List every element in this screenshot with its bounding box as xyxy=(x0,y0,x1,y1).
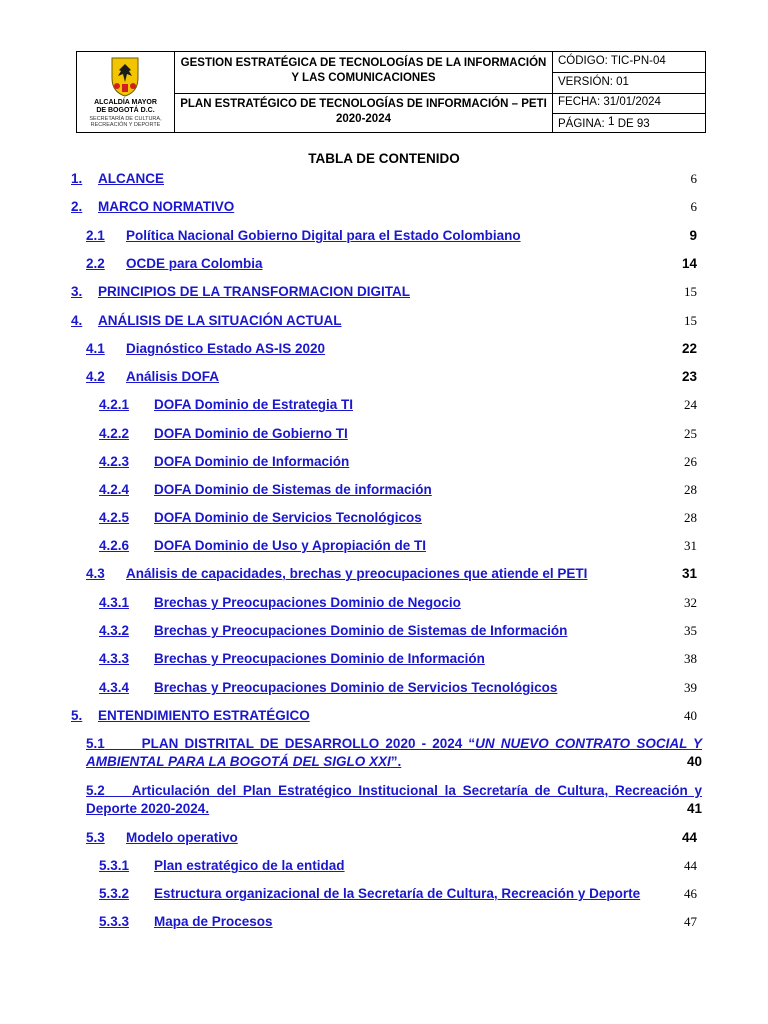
toc-entry-page: 14 xyxy=(681,256,697,271)
toc-entry-num[interactable]: 5.3.2 xyxy=(99,886,130,901)
toc-title: TABLA DE CONTENIDO xyxy=(308,151,460,166)
toc-entry-page: 39 xyxy=(684,680,697,695)
toc-entry-5-1-italic2[interactable]: AMBIENTAL PARA LA BOGOTÁ DEL SIGLO XXI xyxy=(86,754,391,769)
toc-entry-link[interactable]: Estructura organizacional de la Secretaría de Cultura, Recreación y Deporte xyxy=(154,886,641,901)
toc-entry-5-1[interactable] xyxy=(86,735,702,771)
pagina xyxy=(553,116,650,130)
toc-entry-page: 26 xyxy=(684,454,697,469)
toc-entry-link[interactable]: DOFA Dominio de Gobierno TI xyxy=(154,426,348,441)
toc-entry-num[interactable]: 4.2.3 xyxy=(99,454,130,469)
toc-entry-page: 31 xyxy=(681,566,697,581)
toc-entry-5-2-num[interactable]: 5.2 xyxy=(86,783,105,798)
toc-entry-num[interactable]: 4.3.4 xyxy=(99,680,130,695)
org-line1: ALCALDÍA MAYOR xyxy=(94,99,157,106)
toc-entry-num[interactable]: 3. xyxy=(71,284,83,299)
toc-entry-5-1-line2[interactable] xyxy=(86,754,401,769)
logo-cell xyxy=(77,52,174,132)
header-subtitle-line1: PLAN ESTRATÉGICO DE TECNOLOGÍAS DE INFORMACIÓN – PETI xyxy=(180,98,547,110)
toc-entry-num[interactable]: 4.2.4 xyxy=(99,482,130,497)
toc-entry-num[interactable]: 4.3.2 xyxy=(99,623,130,638)
toc-entry-link[interactable]: Brechas y Preocupaciones Dominio de Negocio xyxy=(154,595,461,610)
toc-entry-5-2-page: 41 xyxy=(686,801,702,816)
toc-entry-num[interactable]: 4.3.1 xyxy=(99,595,130,610)
toc-entry-link[interactable]: Política Nacional Gobierno Digital para el Estado Colombiano xyxy=(126,228,521,243)
toc-entry-link[interactable]: DOFA Dominio de Uso y Apropiación de TI xyxy=(154,538,427,553)
toc-entry-5-2-text[interactable]: Articulación del Plan Estratégico Institucional la Secretaría de Cultura, Recreación y xyxy=(131,783,702,798)
toc-entry-num[interactable]: 5.3.1 xyxy=(99,858,130,873)
toc-entry-page: 6 xyxy=(690,171,697,186)
toc-entry-link[interactable]: Análisis DOFA xyxy=(126,369,220,384)
toc-entry-page: 32 xyxy=(684,595,697,610)
toc-entry-link[interactable]: DOFA Dominio de Servicios Tecnológicos xyxy=(154,510,422,525)
toc-entry-link[interactable]: DOFA Dominio de Estrategia TI xyxy=(154,397,354,412)
toc-entry-page: 25 xyxy=(684,426,697,441)
toc-entry-num[interactable]: 1. xyxy=(71,171,83,186)
pagina-suffix: DE 93 xyxy=(614,118,650,130)
toc-entry-page: 31 xyxy=(684,538,697,553)
toc-entry-5-1-num[interactable]: 5.1 xyxy=(86,736,105,751)
org-name xyxy=(77,99,174,115)
toc-entry-link[interactable]: ALCANCE xyxy=(98,171,164,186)
document-header xyxy=(76,51,706,133)
toc-entry-link[interactable]: DOFA Dominio de Información xyxy=(154,454,350,469)
toc-entry-5-2-line1[interactable] xyxy=(86,782,702,800)
toc-entry-page: 38 xyxy=(684,651,697,666)
version: VERSIÓN: 01 xyxy=(558,76,629,88)
toc-entry-link[interactable]: MARCO NORMATIVO xyxy=(98,199,235,214)
toc-entry-5-1-end[interactable]: ”. xyxy=(390,754,402,769)
toc-entry-page: 40 xyxy=(684,708,697,723)
toc-entry-num[interactable]: 4.2.5 xyxy=(99,510,130,525)
pagina-num: 1 xyxy=(607,114,615,128)
toc-entry-5-1-text[interactable]: PLAN DISTRITAL DE DESARROLLO 2020 - 2024 “ xyxy=(141,736,476,751)
toc-entry-link[interactable]: Brechas y Preocupaciones Dominio de Sistemas de Información xyxy=(154,623,568,638)
toc-entry-5-2[interactable] xyxy=(86,782,702,818)
dept-line2: RECREACIÓN Y DEPORTE xyxy=(90,122,161,128)
toc-entry-link[interactable]: Diagnóstico Estado AS-IS 2020 xyxy=(126,341,326,356)
toc-entry-link[interactable]: Modelo operativo xyxy=(126,830,238,845)
toc-entry-link[interactable]: Análisis de capacidades, brechas y preocupaciones que atiende el PETI xyxy=(126,566,588,581)
toc-entry-page: 28 xyxy=(684,482,697,497)
toc-entry-link[interactable]: ANÁLISIS DE LA SITUACIÓN ACTUAL xyxy=(98,313,342,328)
toc-entry-num[interactable]: 4.2.6 xyxy=(99,538,130,553)
toc-entry-page: 9 xyxy=(689,228,697,243)
toc-entry-5-1-line1[interactable] xyxy=(86,735,702,753)
toc-entry-link[interactable]: Brechas y Preocupaciones Dominio de Servicios Tecnológicos xyxy=(154,680,558,695)
dept-line1: SECRETARÍA DE CULTURA, xyxy=(89,116,162,122)
header-title-line2: Y LAS COMUNICACIONES xyxy=(291,72,436,84)
toc-entry-page: 24 xyxy=(684,397,697,412)
header-subtitle xyxy=(175,97,552,127)
header-title xyxy=(175,56,552,86)
toc-entry-page: 47 xyxy=(684,914,697,929)
bogota-coat-of-arms-icon xyxy=(109,56,141,98)
toc-entry-num[interactable]: 4.2.1 xyxy=(99,397,130,412)
toc-entry-page: 15 xyxy=(684,284,697,299)
toc-entry-page: 46 xyxy=(684,886,697,901)
toc-entry-page: 15 xyxy=(684,313,697,328)
toc-entry-link[interactable]: ENTENDIMIENTO ESTRATÉGICO xyxy=(98,708,310,723)
org-line2: DE BOGOTÁ D.C. xyxy=(96,107,155,114)
toc-entry-num[interactable]: 4.3.3 xyxy=(99,651,130,666)
toc-entry-link[interactable]: DOFA Dominio de Sistemas de información xyxy=(154,482,432,497)
toc-entry-num[interactable]: 2.1 xyxy=(86,228,105,243)
toc-entry-num[interactable]: 5.3 xyxy=(86,830,105,845)
toc-entry-num[interactable]: 4.2.2 xyxy=(99,426,130,441)
toc-entry-page: 6 xyxy=(690,199,697,214)
toc-entry-num[interactable]: 4.3 xyxy=(86,566,105,581)
toc-entry-num[interactable]: 4.2 xyxy=(86,369,105,384)
toc-entry-page: 23 xyxy=(681,369,697,384)
toc-entry-page: 22 xyxy=(681,341,697,356)
toc-entry-num[interactable]: 2.2 xyxy=(86,256,105,271)
toc-entry-link[interactable]: Plan estratégico de la entidad xyxy=(154,858,345,873)
codigo: CÓDIGO: TIC-PN-04 xyxy=(558,55,666,67)
toc-entry-num[interactable]: 4.1 xyxy=(86,341,105,356)
toc-entry-5-2-line2[interactable]: Deporte 2020-2024. xyxy=(86,801,210,816)
toc-entry-num[interactable]: 5.3.3 xyxy=(99,914,130,929)
header-subtitle-line2: 2020-2024 xyxy=(336,113,391,125)
toc-entry-5-1-italic[interactable]: UN NUEVO CONTRATO SOCIAL Y xyxy=(475,736,702,751)
fecha: FECHA: 31/01/2024 xyxy=(558,96,661,108)
header-title-line1: GESTION ESTRATÉGICA DE TECNOLOGÍAS DE LA INFORMACIÓN xyxy=(180,57,547,69)
toc-entry-num[interactable]: 2. xyxy=(71,199,83,214)
toc-entry-page: 28 xyxy=(684,510,697,525)
toc-entry-link[interactable]: Brechas y Preocupaciones Dominio de Información xyxy=(154,651,485,666)
toc-entry-page: 44 xyxy=(681,830,697,845)
toc-entry-num[interactable]: 4. xyxy=(71,313,83,328)
toc-entry-page: 35 xyxy=(684,623,697,638)
toc-entry-link[interactable]: OCDE para Colombia xyxy=(126,256,263,271)
pagina-prefix: PÁGINA: xyxy=(558,118,608,130)
toc-entry-page: 44 xyxy=(684,858,697,873)
toc-entry-link[interactable]: Mapa de Procesos xyxy=(154,914,273,929)
toc-entry-link[interactable]: PRINCIPIOS DE LA TRANSFORMACION DIGITAL xyxy=(98,284,410,299)
toc-entry-num[interactable]: 5. xyxy=(71,708,83,723)
toc-entry-5-1-page: 40 xyxy=(686,754,702,769)
dept-name xyxy=(77,116,174,128)
